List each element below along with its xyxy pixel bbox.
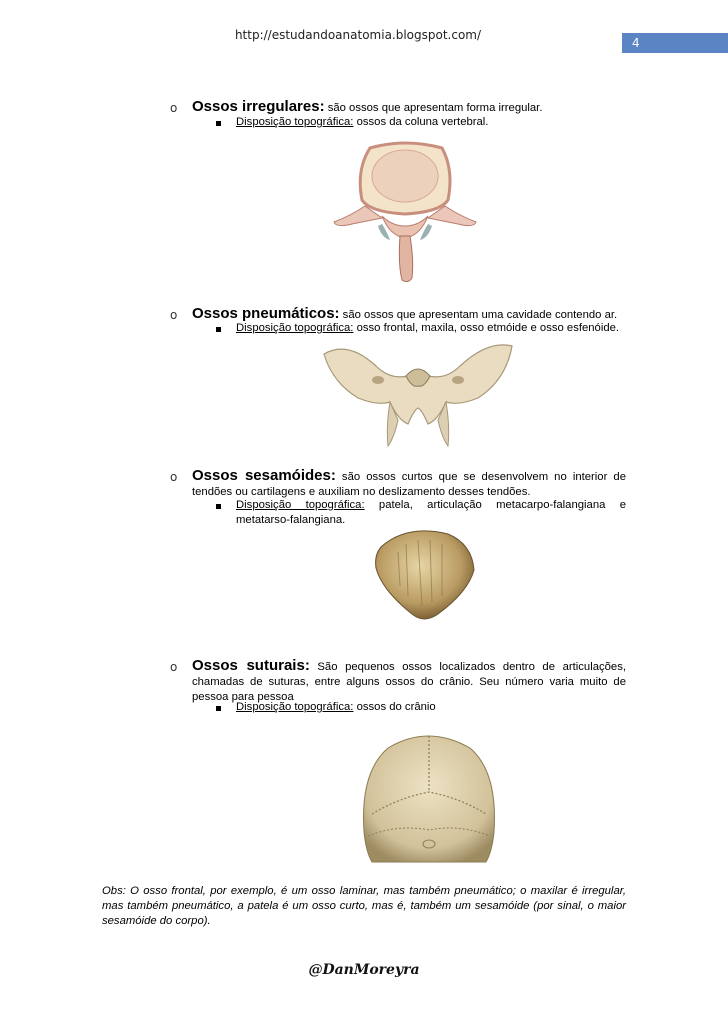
sub-label: Disposição topográfica: [236,116,354,128]
section-text: são ossos curtos que se desenvolvem no interior de tendões ou cartilagens e auxiliam no deslizamento desses tendões. [192,471,626,498]
page-number-badge: 4 [622,33,728,53]
bullet-circle-icon: o [170,101,178,115]
section-text: São pequenos ossos localizados dentro de articulações, chamadas de suturas, entre alguns ossos do crânio. Seu número varia muito de pessoa para pessoa [192,661,626,703]
bullet-circle-icon: o [170,470,178,484]
section-sesamoides [192,468,626,500]
term-heading: Ossos pneumáticos: [192,305,340,322]
section-suturais [192,658,626,705]
sub-label: Disposição topográfica: [236,701,354,713]
header-url: http://estudandoanatomia.blogspot.com/ [234,28,482,42]
observation-note: Obs: O osso frontal, por exemplo, é um osso laminar, mas também pneumático; o maxilar é irregular, mas também pneumático, a patela é um osso curto, mas é, também um sesamóide (por sinal, o maior sesamóide do corpo). [102,885,626,927]
term-heading: Ossos sesamóides: [192,467,336,484]
bullet-square-icon [216,706,221,711]
sub-item-pneumaticos [236,321,626,336]
sub-text: patela, articulação metacarpo-falangiana e metatarso-falangiana. [236,499,626,526]
sub-label: Disposição topográfica: [236,499,365,511]
bullet-circle-icon: o [170,308,178,322]
sub-item-irregulares [236,115,626,130]
sub-text: osso frontal, maxila, osso etmóide e osso esfenóide. [353,322,620,334]
section-text: são ossos que apresentam forma irregular. [324,102,543,114]
bullet-square-icon [216,504,221,509]
term-heading: Ossos suturais: [192,657,310,674]
author-signature: @DanMoreyra [308,962,420,978]
term-heading: Ossos irregulares: [192,98,325,115]
patella-illustration [368,526,478,626]
sub-text: ossos da coluna vertebral. [353,116,489,128]
vertebra-illustration [330,140,480,290]
bullet-square-icon [216,121,221,126]
sphenoid-bone-illustration [318,340,518,452]
sub-text: ossos do crânio [353,701,436,713]
section-text: são ossos que apresentam uma cavidade contendo ar. [339,309,618,321]
sub-label: Disposição topográfica: [236,322,354,334]
bullet-square-icon [216,327,221,332]
sub-item-suturais [236,700,626,715]
section-irregulares [192,99,626,116]
skull-sutures-illustration [358,732,500,866]
sub-item-sesamoides [236,498,626,528]
bullet-circle-icon: o [170,660,178,674]
